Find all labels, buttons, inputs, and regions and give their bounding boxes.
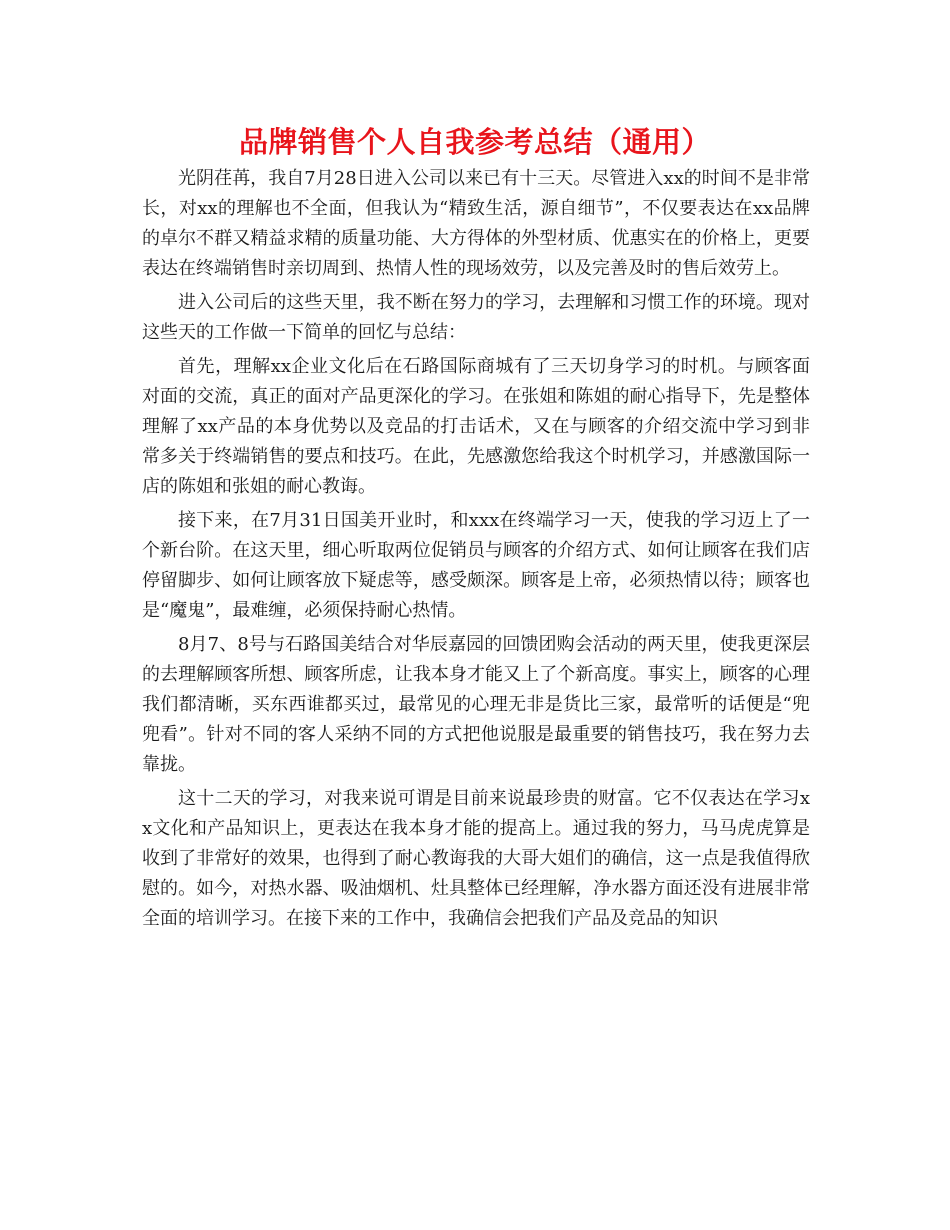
paragraph-1: 光阴荏苒，我自7月28日进入公司以来已有十三天。尽管进入xx的时间不是非常长，对xx的理解也不全面，但我认为“精致生活，源自细节”，不仅要表达在xx品牌的卓尔不群又精益求精的质量功能、大方得体的外型材质、优惠实在的价格上，更要表达在终端销售时亲切周到、热情人性的现场效劳，以及完善及时的售后效劳上。 [142,168,810,279]
document-title: 品牌销售个人自我参考总结（通用） [238,125,711,159]
paragraph-2: 进入公司后的这些天里，我不断在努力的学习，去理解和习惯工作的环境。现对这些天的工作做一下简单的回忆与总结： [142,292,810,343]
paragraph-6: 这十二天的学习，对我来说可谓是目前来说最珍贵的财富。它不仅表达在学习xx文化和产品知识上，更表达在我本身才能的提高上。通过我的努力，马马虎虎算是收到了非常好的效果，也得到了耐心教诲我的大哥大姐们的确信，这一点是我值得欣慰的。如今，对热水器、吸油烟机、灶具整体已经理解，净水器方面还没有进展非常全面的培训学习。在接下来的工作中，我确信会把我们产品及竞品的知识 [142,788,810,929]
paragraph-4: 接下来，在7月31日国美开业时，和xxx在终端学习一天，使我的学习迈上了一个新台阶。在这天里，细心听取两位促销员与顾客的介绍方式、如何让顾客在我们店停留脚步、如何让顾客放下疑虑等，感受颇深。顾客是上帝，必须热情以待；顾客也是“魔鬼”，最难缠，必须保持耐心热情。 [142,510,810,621]
paragraph-5: 8月7、8号与石路国美结合对华辰嘉园的回馈团购会活动的两天里，使我更深层的去理解顾客所想、顾客所虑，让我本身才能又上了个新高度。事实上，顾客的心理我们都清晰，买东西谁都买过，最常见的心理无非是货比三家，最常听的话便是“兜兜看”。针对不同的客人采纳不同的方式把他说服是最重要的销售技巧，我在努力去靠拢。 [142,634,810,775]
document-body [142,164,810,938]
paragraph-3: 首先，理解xx企业文化后在石路国际商城有了三天切身学习的时机。与顾客面对面的交流，真正的面对产品更深化的学习。在张姐和陈姐的耐心指导下，先是整体理解了xx产品的本身优势以及竞品的打击话术，又在与顾客的介绍交流中学习到非常多关于终端销售的要点和技巧。在此，先感激您给我这个时机学习，并感激国际一店的陈姐和张姐的耐心教诲。 [142,356,810,497]
